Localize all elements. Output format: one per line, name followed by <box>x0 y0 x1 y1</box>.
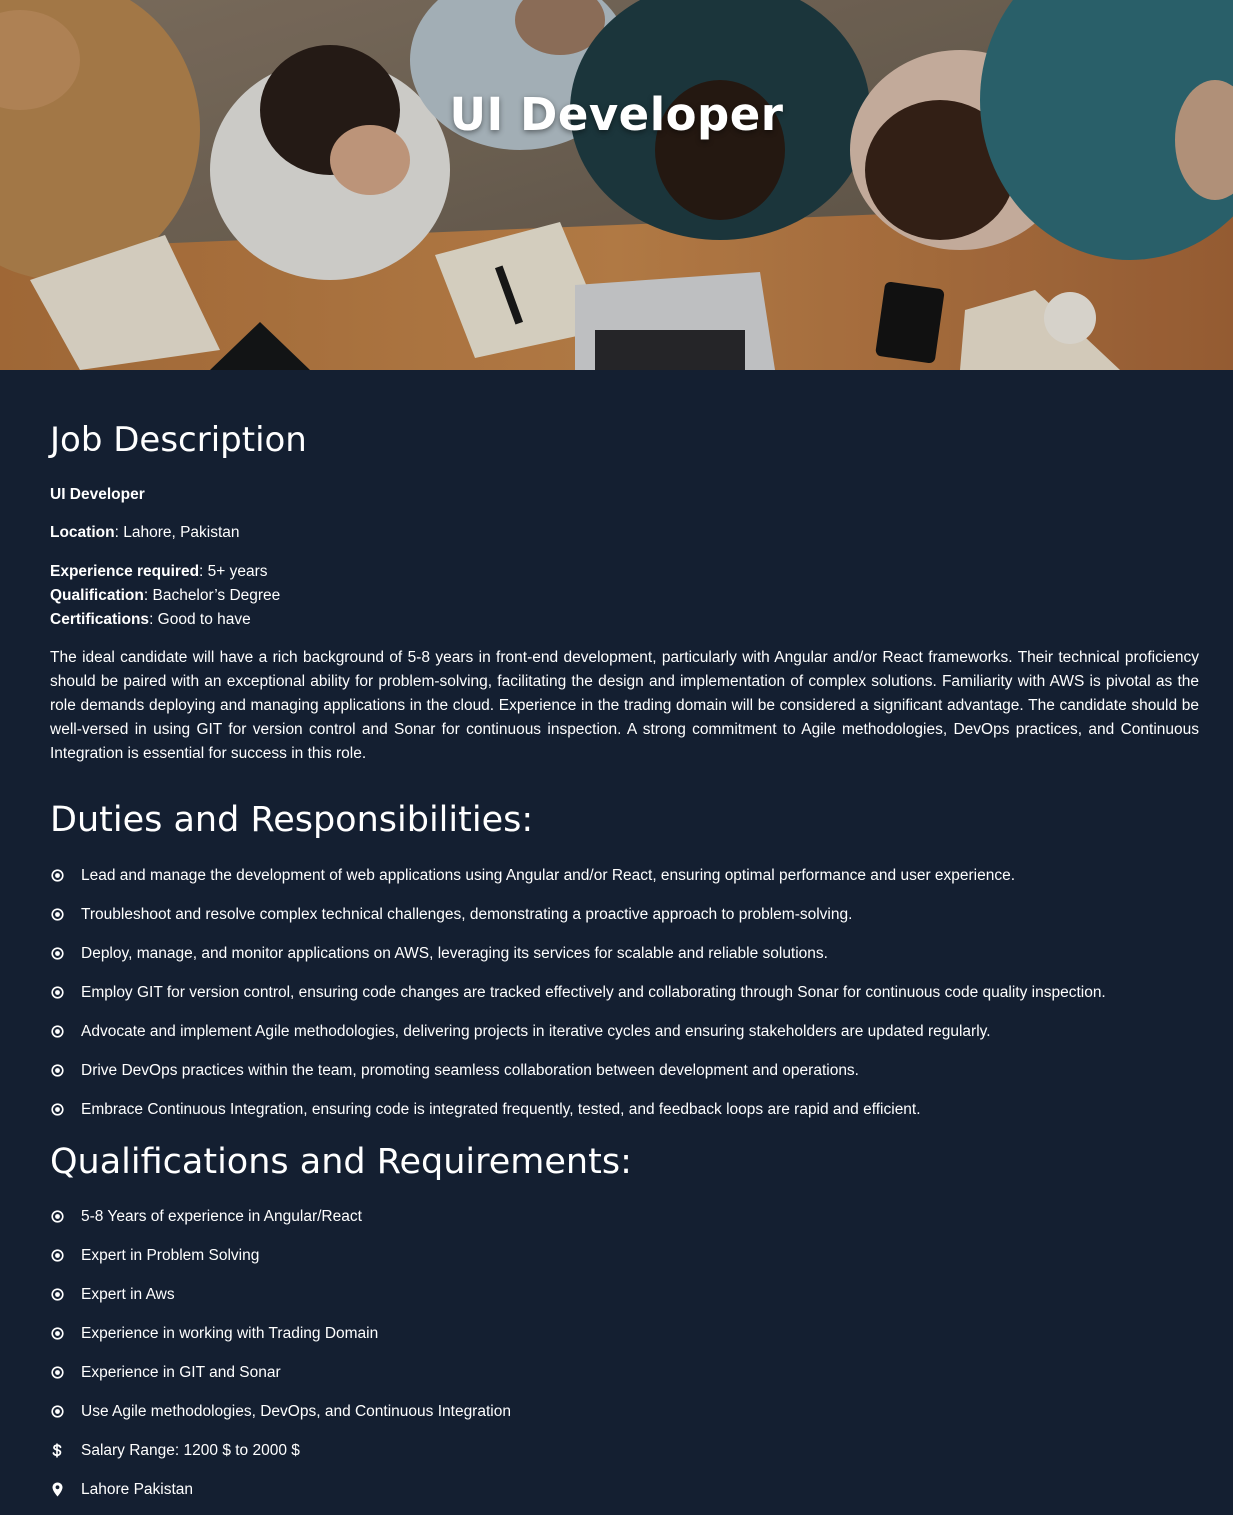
duty-text: Employ GIT for version control, ensuring code changes are tracked effectively and collaborating through Sonar for continuous code quality inspection. <box>81 983 1106 1001</box>
list-item <box>50 1090 1200 1129</box>
qualification-value: : Bachelor’s Degree <box>143 587 281 604</box>
dot-circle-icon <box>50 869 64 883</box>
dot-circle-icon <box>50 986 64 1000</box>
dot-circle-icon <box>50 1405 64 1419</box>
experience-line <box>50 563 268 581</box>
duty-text: Embrace Continuous Integration, ensuring code is integrated frequently, tested, and feedback loops are rapid and efficient. <box>81 1100 921 1118</box>
certifications-label: Certifications <box>50 611 150 628</box>
duties-list <box>50 856 1200 1129</box>
list-item <box>50 934 1200 973</box>
list-item <box>50 1275 1200 1314</box>
job-title-text: UI Developer <box>50 486 145 503</box>
dot-circle-icon <box>50 1103 64 1117</box>
map-marker-icon <box>50 1483 64 1497</box>
job-title <box>50 486 145 504</box>
list-item <box>50 1012 1200 1051</box>
job-description-heading: Job Description <box>50 420 307 460</box>
certifications-value: : Good to have <box>149 611 251 628</box>
duty-text: Deploy, manage, and monitor applications on AWS, leveraging its services for scalable and reliable solutions. <box>81 944 828 962</box>
list-item <box>50 1314 1200 1353</box>
duty-text: Advocate and implement Agile methodologies, delivering projects in iterative cycles and ensuring stakeholders are updated regularly. <box>81 1022 991 1040</box>
job-location: Lahore Pakistan <box>81 1480 194 1498</box>
qualification-text: Use Agile methodologies, DevOps, and Continuous Integration <box>81 1402 511 1420</box>
duty-text: Lead and manage the development of web applications using Angular and/or React, ensuring optimal performance and user experience. <box>81 866 1016 884</box>
list-item <box>50 1197 1200 1236</box>
certifications-line <box>50 611 251 629</box>
list-item <box>50 973 1200 1012</box>
duties-heading: Duties and Responsibilities: <box>50 800 534 840</box>
qualification-text: 5-8 Years of experience in Angular/React <box>81 1207 362 1225</box>
list-item <box>50 1392 1200 1431</box>
qualification-text: Experience in working with Trading Domain <box>81 1324 379 1342</box>
dot-circle-icon <box>50 1249 64 1263</box>
list-item <box>50 1051 1200 1090</box>
list-item <box>50 895 1200 934</box>
dollar-icon <box>50 1444 64 1458</box>
qualifications-list <box>50 1197 1200 1509</box>
job-summary: The ideal candidate will have a rich background of 5-8 years in front-end development, particularly with Angular and/or React frameworks. Their technical proficiency should be paired with an exceptional ability for problem-solving, facilitating the design and implementation of complex solutions. Familiarity with AWS is pivotal as the role demands deploying and managing applications in the cloud. Experience in the trading domain will be considered a significant advantage. The candidate should be well-versed in using GIT for version control and Sonar for continuous inspection. A strong commitment to Agile methodologies, DevOps practices, and Continuous Integration is essential for success in this role. <box>50 649 1199 762</box>
qualification-text: Expert in Problem Solving <box>81 1246 260 1264</box>
location-item <box>50 1470 1200 1509</box>
salary-range: Salary Range: 1200 $ to 2000 $ <box>81 1441 300 1459</box>
experience-label: Experience required <box>50 563 200 580</box>
list-item <box>50 1353 1200 1392</box>
dot-circle-icon <box>50 1025 64 1039</box>
experience-value: : 5+ years <box>199 563 268 580</box>
hero-photo <box>0 0 1233 370</box>
list-item <box>50 1236 1200 1275</box>
location-line <box>50 524 240 542</box>
duty-text: Troubleshoot and resolve complex technical challenges, demonstrating a proactive approach to problem-solving. <box>81 905 853 923</box>
qualification-line <box>50 587 280 605</box>
dot-circle-icon <box>50 947 64 961</box>
list-item <box>50 856 1200 895</box>
dot-circle-icon <box>50 1064 64 1078</box>
page-title: UI Developer <box>449 88 784 141</box>
location-value: : Lahore, Pakistan <box>114 524 240 541</box>
hero-banner <box>0 0 1233 370</box>
qualification-label: Qualification <box>50 587 144 604</box>
dot-circle-icon <box>50 1210 64 1224</box>
location-label: Location <box>50 524 115 541</box>
dot-circle-icon <box>50 1288 64 1302</box>
salary-item <box>50 1431 1200 1470</box>
dot-circle-icon <box>50 908 64 922</box>
qualifications-heading: Qualifications and Requirements: <box>50 1142 632 1182</box>
qualification-text: Experience in GIT and Sonar <box>81 1363 281 1381</box>
dot-circle-icon <box>50 1366 64 1380</box>
duty-text: Drive DevOps practices within the team, promoting seamless collaboration between development and operations. <box>81 1061 859 1079</box>
dot-circle-icon <box>50 1327 64 1341</box>
qualification-text: Expert in Aws <box>81 1285 175 1303</box>
